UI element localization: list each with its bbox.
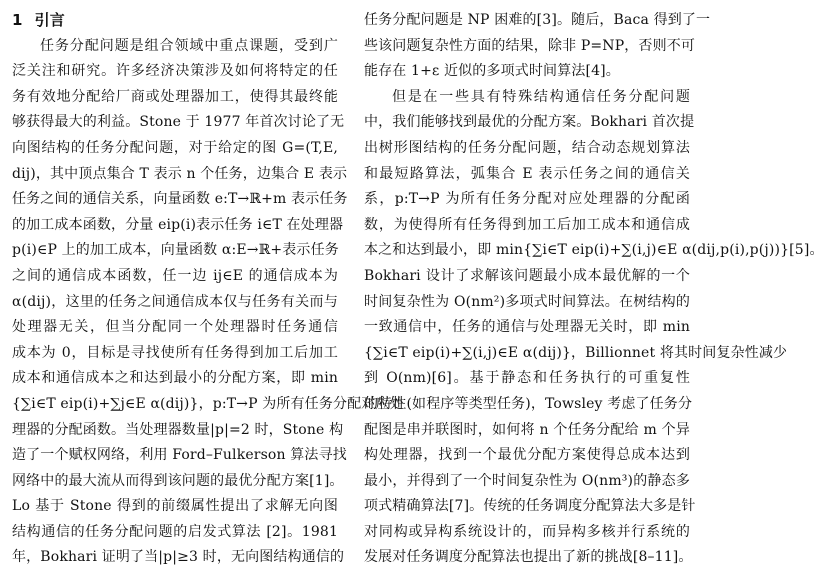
section-heading <box>12 8 338 34</box>
body-line: 泛关注和研究。许多经济决策涉及如何将特定的任 <box>12 63 338 80</box>
body-line: 成本为 0，目标是寻找使所有任务得到加工后加工 <box>12 344 338 361</box>
body-line: 一致通信中，任务的通信与处理器无关时，即 min <box>364 319 690 336</box>
body-line: 理器的分配函数。当处理器数量|p|=2 时，Stone 构 <box>12 421 344 438</box>
body-line: 发展对任务调度分配算法也提出了新的挑战[8–11]。 <box>364 549 693 566</box>
body-line: 时间复杂性为 O(nm²)多项式时间算法。在树结构的 <box>364 293 690 310</box>
body-line: 系，p:T→P 为所有任务分配对应处理器的分配函 <box>364 191 690 208</box>
body-line: 够获得最大的利益。Stone 于 1977 年首次讨论了无 <box>12 114 345 131</box>
body-line: 任务分配问题是组合领域中重点课题，受到广 <box>40 37 338 54</box>
body-line: dij)，其中顶点集合 T 表示 n 个任务，边集合 E 表示 <box>12 165 348 182</box>
body-line-formula: {∑i∈T eip(i)+∑j∈E α(dij)}，p:T→P 为所有任务分配对应处 <box>12 395 404 412</box>
body-line: Lo 基于 Stone 得到的前缀属性提出了求解无向图 <box>12 498 338 515</box>
body-line: α(dij)，这里的任务之间通信成本仅与任务有关而与 <box>12 293 338 310</box>
body-line: p(i)∈P 上的加工成本，向量函数 α:E→ℝ+表示任务 <box>12 242 339 259</box>
section-number: 1 <box>12 11 23 29</box>
body-line: 和最短路算法，弧集合 E 表示任务之间的通信关 <box>364 165 690 182</box>
body-line: 但是在一些具有特殊结构通信任务分配问题 <box>392 88 690 105</box>
body-line: 配图是串并联图时，如何将 n 个任务分配给 m 个异 <box>364 421 690 438</box>
body-line-formula: {∑i∈T eip(i)+∑(i,j)∈E α(dij)}，Billionnet 将其时间复杂性减少 <box>364 344 788 361</box>
body-line: 网络中的最大流从而得到该问题的最优分配方案[1]。 <box>12 472 344 489</box>
body-line-formula: 本之和达到最小，即 min{∑i∈T eip(i)+∑(i,j)∈E α(dij,p(i),p(j))}[5]。 <box>364 242 824 259</box>
body-line: 些该问题复杂性方面的结果，除非 P=NP，否则不可 <box>364 37 696 54</box>
body-line: 出树形图结构的任务分配问题，结合动态规划算法 <box>364 139 690 156</box>
body-line: 任务分配问题是 NP 困难的[3]。随后，Baca 得到了一 <box>364 12 711 28</box>
body-line: 结构通信的任务分配问题的启发式算法 [2]。1981 <box>12 523 338 540</box>
section-title: 引言 <box>34 11 65 29</box>
body-line: 最小，并得到了一个时间复杂性为 O(nm³)的静态多 <box>364 472 690 489</box>
body-line: 之间的通信成本函数，任一边 ij∈E 的通信成本为 <box>12 267 338 284</box>
body-line: 的特性(如程序等类型任务)，Towsley 考虑了任务分 <box>364 395 693 412</box>
body-line: 处理器无关，但当分配同一个处理器时任务通信 <box>12 319 338 336</box>
body-line: 对同构或异构系统设计的，而异构多核并行系统的 <box>364 523 690 540</box>
body-line: 构处理器，找到一个最优分配方案使得总成本达到 <box>364 447 690 464</box>
body-line: 数，为使得所有任务得到加工后加工成本和通信成 <box>364 216 690 233</box>
body-line: 年，Bokhari 证明了当|p|≥3 时，无向图结构通信的 <box>12 549 345 566</box>
body-line: 造了一个赋权网络，利用 Ford–Fulkerson 算法寻找 <box>12 447 347 464</box>
body-line: 成本和通信成本之和达到最小的分配方案，即 min <box>12 370 338 387</box>
body-line: 项式精确算法[7]。传统的任务调度分配算法大多是针 <box>364 498 696 515</box>
right-column <box>364 8 824 571</box>
body-line: 务有效地分配给厂商或处理器加工，使得其最终能 <box>12 88 338 105</box>
body-line: 到 O(nm)[6]。基于静态和任务执行的可重复性 <box>364 370 690 387</box>
body-line: Bokhari 设计了求解该问题最小成本最优解的一个 <box>364 267 690 284</box>
body-line: 能存在 1+ε 近似的多项式时间算法[4]。 <box>364 63 620 80</box>
body-line: 任务之间的通信关系，向量函数 e:T→ℝ+m 表示任务 <box>12 191 348 208</box>
left-column <box>12 8 404 571</box>
body-line: 的加工成本函数，分量 eip(i)表示任务 i∈T 在处理器 <box>12 216 344 233</box>
body-line: 向图结构的任务分配问题，对于给定的图 G=(T,E, <box>12 139 338 156</box>
body-line: 中，我们能够找到最优的分配方案。Bokhari 首次提 <box>364 114 695 131</box>
